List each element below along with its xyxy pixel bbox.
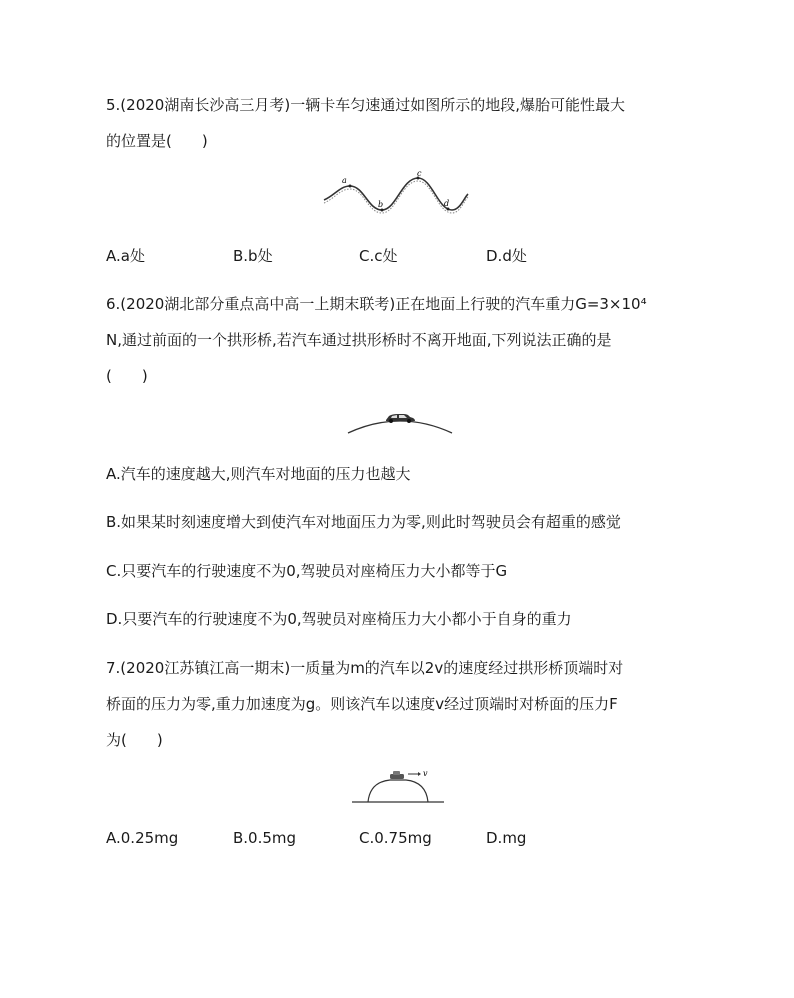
q7-option-c: C.0.75mg bbox=[359, 829, 432, 847]
q6-stem-line-2: N,通过前面的一个拱形桥,若汽车通过拱形桥时不离开地面,下列说法正确的是 bbox=[106, 331, 612, 349]
label-c: c bbox=[417, 170, 422, 178]
arch-bridge-car-figure bbox=[346, 404, 454, 436]
label-b: b bbox=[378, 200, 384, 209]
q7-stem-line-3: 为( ) bbox=[106, 731, 163, 749]
car-icon bbox=[390, 771, 404, 779]
q6-option-b: B.如果某时刻速度增大到使汽车对地面压力为零,则此时驾驶员会有超重的感觉 bbox=[106, 513, 621, 531]
q6-option-d: D.只要汽车的行驶速度不为0,驾驶员对座椅压力大小都小于自身的重力 bbox=[106, 610, 572, 628]
q5-option-b: B.b处 bbox=[233, 247, 273, 265]
q5-option-d: D.d处 bbox=[486, 247, 527, 265]
q6-option-c: C.只要汽车的行驶速度不为0,驾驶员对座椅压力大小都等于G bbox=[106, 562, 508, 580]
q6-stem-line-3: ( ) bbox=[106, 367, 148, 385]
q7-option-d: D.mg bbox=[486, 829, 527, 847]
q7-option-b: B.0.5mg bbox=[233, 829, 297, 847]
arch-bridge-velocity-figure bbox=[350, 768, 446, 808]
label-d: d bbox=[444, 199, 450, 208]
q5-option-a: A.a处 bbox=[106, 247, 145, 265]
q7-stem-line-1: 7.(2020江苏镇江高一期末)一质量为m的汽车以2v的速度经过拱形桥顶端时对 bbox=[106, 659, 624, 677]
q6-stem-line-1: 6.(2020湖北部分重点高中高一上期末联考)正在地面上行驶的汽车重力G=3×10⁴ bbox=[106, 295, 647, 313]
wavy-road-figure bbox=[320, 170, 472, 218]
q5-stem-line-1: 5.(2020湖南长沙高三月考)一辆卡车匀速通过如图所示的地段,爆胎可能性最大 bbox=[106, 96, 625, 114]
q6-option-a: A.汽车的速度越大,则汽车对地面的压力也越大 bbox=[106, 465, 411, 483]
label-a: a bbox=[342, 176, 347, 185]
q5-option-c: C.c处 bbox=[359, 247, 398, 265]
q5-stem-line-2: 的位置是( ) bbox=[106, 132, 208, 150]
velocity-label: v bbox=[423, 769, 428, 778]
q7-option-a: A.0.25mg bbox=[106, 829, 179, 847]
q7-stem-line-2: 桥面的压力为零,重力加速度为g。则该汽车以速度v经过顶端时对桥面的压力F bbox=[106, 695, 618, 713]
